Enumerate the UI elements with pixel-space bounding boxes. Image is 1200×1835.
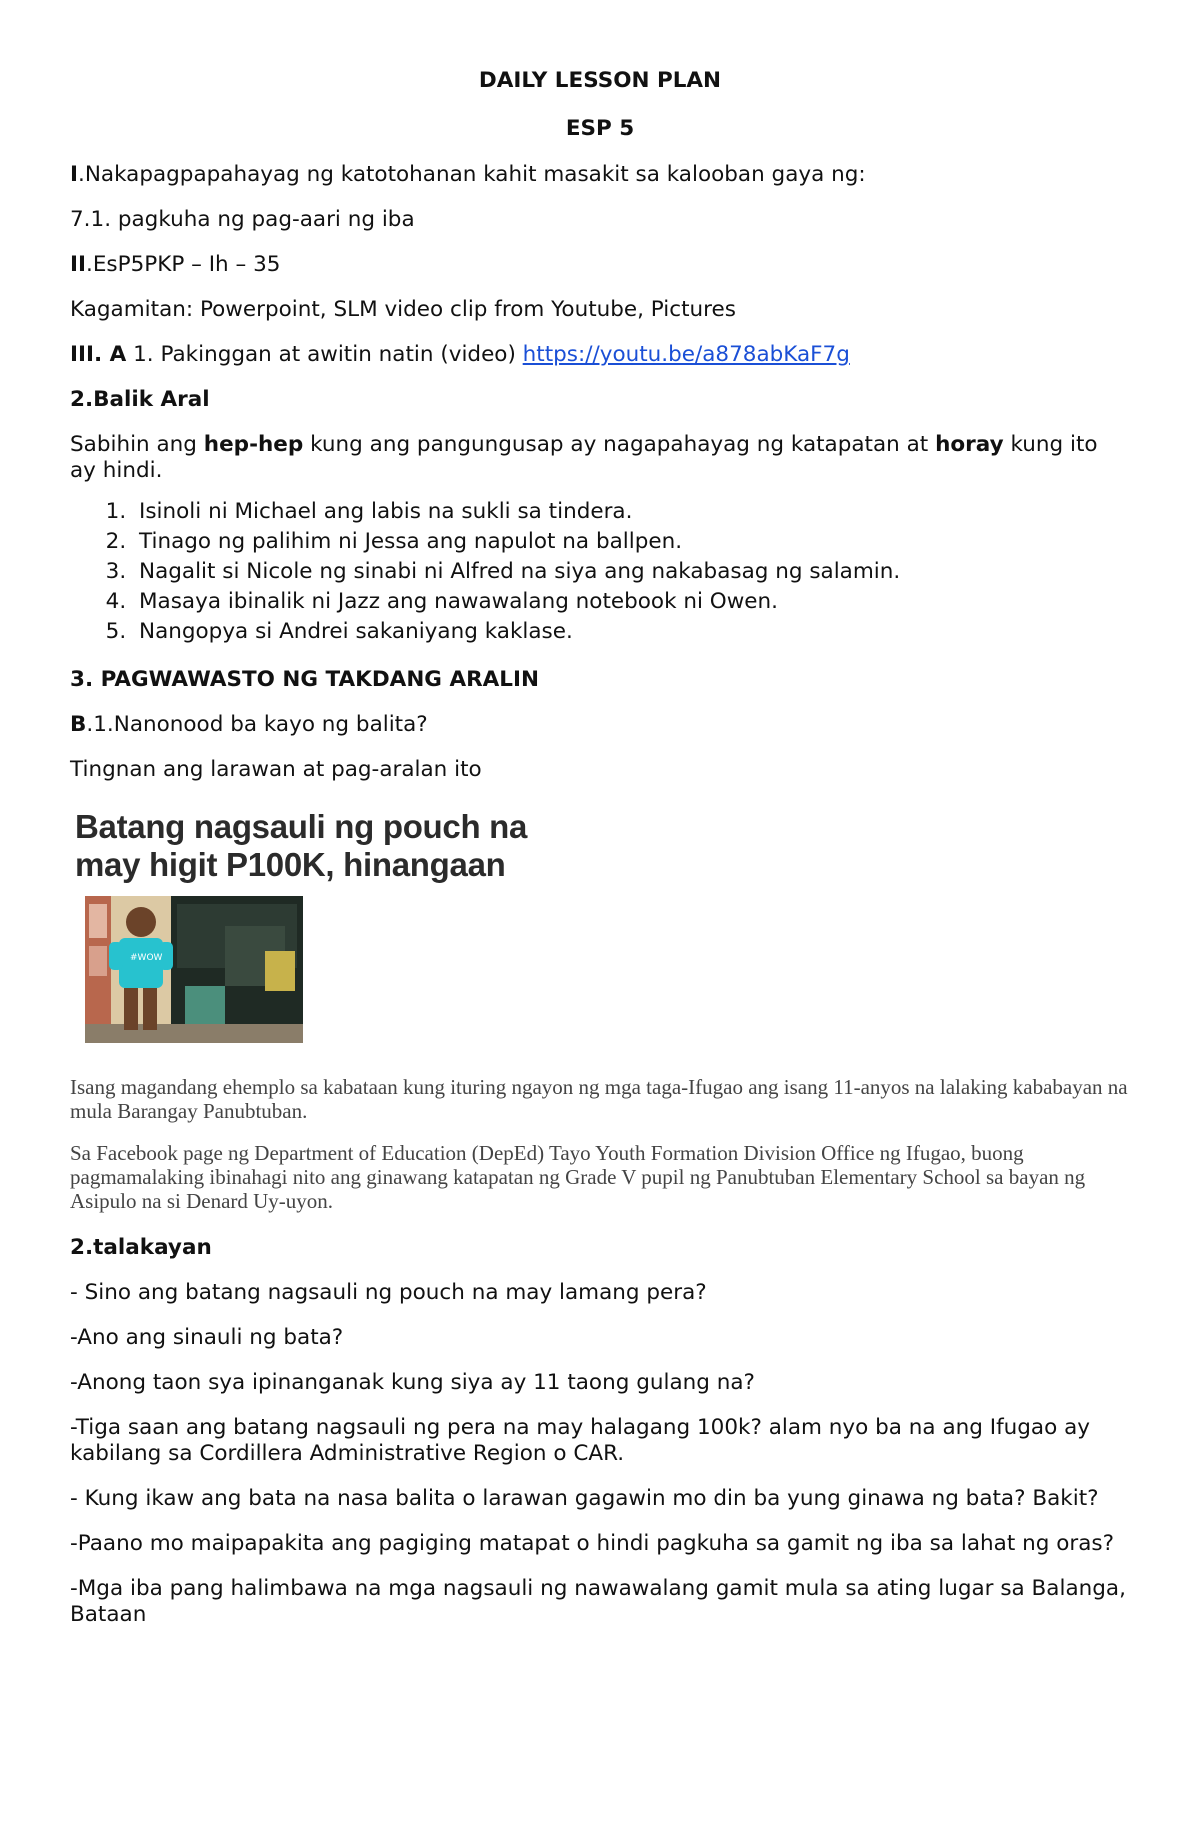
list-item: 5. Nangopya si Andrei sakaniyang kaklase. (133, 617, 1130, 647)
list-item: 2. Tinago ng palihim ni Jessa ang napulot na ballpen. (133, 527, 1130, 557)
sub-objective: 7.1. pagkuha ng pag-aari ng iba (70, 207, 415, 232)
news-clipping (70, 808, 1130, 1053)
balik-aral-heading (70, 387, 1130, 413)
talakayan-heading (70, 1235, 1130, 1261)
section-b-line (70, 712, 1130, 738)
news-photo (85, 896, 303, 1043)
code-line (70, 252, 1130, 278)
objective-line (70, 162, 1130, 188)
tingnan-line: Tingnan ang larawan at pag-aralan ito (70, 757, 482, 782)
video-link[interactable]: https://youtu.be/a878abKaF7g (522, 342, 850, 367)
instruction-paragraph (70, 432, 1130, 484)
statement-list (70, 497, 1130, 647)
talakayan-label: 2.talakayan (70, 1235, 212, 1260)
pagwawasto-heading (70, 667, 1130, 693)
objective-roman: I (70, 162, 78, 187)
instruction-part-2: kung ang pangungusap ay nagapahayag ng katapatan at (303, 432, 936, 457)
question-item: -Mga iba pang halimbawa na mga nagsauli ng nawawalang gamit mula sa ating lugar sa Balanga, Bataan (70, 1576, 1126, 1627)
photo-shirt-text: #WOW (130, 953, 163, 963)
question-item: -Paano mo maipapakita ang pagiging matapat o hindi pagkuha sa gamit ng iba sa lahat ng oras? (70, 1531, 1114, 1556)
code-roman: II (70, 252, 86, 277)
section-b-label: B (70, 712, 87, 737)
instruction-part-3: kung ito ay hindi. (70, 432, 1098, 483)
instruction-bold-horay: horay (935, 432, 1004, 457)
news-paragraph-1: Isang magandang ehemplo sa kabataan kung ituring ngayon ng mga taga-Ifugao ang isang 11-anyos na lalaking kababayan na mula Barangay Panubtuban. (70, 1075, 1128, 1123)
document-title: DAILY LESSON PLAN (478, 68, 722, 93)
news-headline-line-1: Batang nagsauli ng pouch na (75, 808, 528, 845)
question-item: -Tiga saan ang batang nagsauli ng pera na may halagang 100k? alam nyo ba na ang Ifugao ay kabilang sa Cordillera Administrative Region o CAR. (70, 1415, 1090, 1466)
news-paragraph-2: Sa Facebook page ng Department of Education (DepEd) Tayo Youth Formation Division Office ng Ifugao, buong pagmamalaking ibinahagi nito ang ginawang katapatan ng Grade V pupil ng Panubtuban Elementary School sa bayan ng Asipulo na si Denard Uy-uyon. (70, 1141, 1086, 1213)
news-headline (75, 808, 1130, 884)
list-item: 4. Masaya ibinalik ni Jazz ang nawawalang notebook ni Owen. (133, 587, 1130, 617)
list-item: 1. Isinoli ni Michael ang labis na sukli sa tindera. (133, 497, 1130, 527)
balik-aral-label: 2.Balik Aral (70, 387, 210, 412)
question-item: -Ano ang sinauli ng bata? (70, 1325, 344, 1350)
question-item: - Kung ikaw ang bata na nasa balita o larawan gagawin mo din ba yung ginawa ng bata? Bakit? (70, 1486, 1099, 1511)
section-iii-line (70, 342, 1130, 368)
pagwawasto-label: 3. PAGWAWASTO NG TAKDANG ARALIN (70, 667, 539, 692)
section-b-text: .1.Nanonood ba kayo ng balita? (86, 712, 428, 737)
objective-text: .Nakapagpapahayag ng katotohanan kahit masakit sa kalooban gaya ng: (78, 162, 866, 187)
subject-title: ESP 5 (565, 116, 635, 141)
instruction-part-1: Sabihin ang (70, 432, 204, 457)
question-item: - Sino ang batang nagsauli ng pouch na may lamang pera? (70, 1280, 707, 1305)
list-item: 3. Nagalit si Nicole ng sinabi ni Alfred na siya ang nakabasag ng salamin. (133, 557, 1130, 587)
code-text: .EsP5PKP – Ih – 35 (86, 252, 281, 277)
section-iii-text: 1. Pakinggan at awitin natin (video) (126, 342, 523, 367)
section-iii-label: III. A (70, 342, 127, 367)
instruction-bold-hephep: hep-hep (203, 432, 304, 457)
lesson-plan-page (70, 68, 1130, 1647)
question-item: -Anong taon sya ipinanganak kung siya ay 11 taong gulang na? (70, 1370, 755, 1395)
materials-line: Kagamitan: Powerpoint, SLM video clip from Youtube, Pictures (70, 297, 736, 322)
news-headline-line-2: may higit P100K, hinangaan (75, 846, 506, 883)
